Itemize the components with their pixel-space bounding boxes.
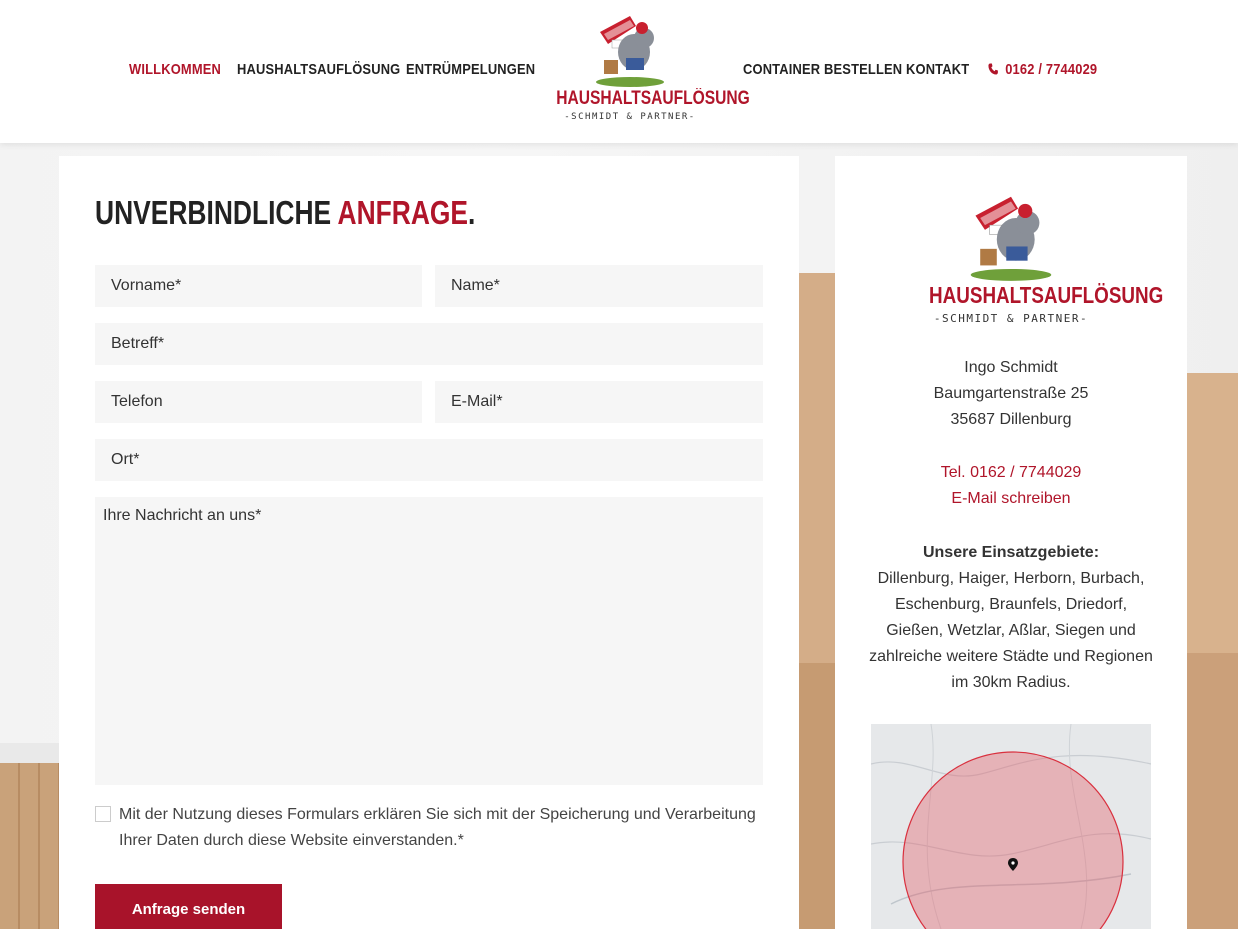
contact-city: 35687 Dillenburg	[950, 411, 1072, 428]
logo-title: HAUSHALTSAUFLÖSUNG	[929, 282, 1164, 308]
sidebar-logo	[911, 192, 1164, 325]
tel-link[interactable]: Tel. 0162 / 7744029	[940, 464, 1082, 481]
address-block	[835, 355, 1187, 433]
site-header	[0, 0, 1238, 143]
consent-checkbox[interactable]	[95, 806, 111, 822]
betreff-input[interactable]	[95, 323, 763, 365]
ort-input[interactable]	[95, 439, 763, 481]
contact-sidebar	[835, 156, 1187, 929]
service-area-map[interactable]	[871, 724, 1151, 929]
cardboard-box	[798, 663, 838, 929]
message-textarea[interactable]	[95, 497, 763, 785]
baseboard	[0, 743, 60, 765]
contact-links	[835, 460, 1187, 512]
email-link[interactable]: E-Mail schreiben	[951, 490, 1071, 507]
service-areas	[835, 540, 1187, 696]
logo-subtitle: -SCHMIDT & PARTNER-	[933, 312, 1089, 325]
contact-name: Ingo Schmidt	[964, 359, 1058, 376]
nav-haushaltsaufloesung[interactable]: HAUSHALTSAUFLÖSUNG	[237, 61, 401, 78]
nav-willkommen[interactable]: WILLKOMMEN	[129, 61, 222, 78]
email-input[interactable]	[435, 381, 763, 423]
form-heading: UNVERBINDLICHE ANFRAGE.	[95, 194, 476, 231]
name-input[interactable]	[435, 265, 763, 307]
map-graphic	[871, 724, 1151, 929]
nav-kontakt[interactable]: KONTAKT	[906, 61, 970, 78]
elephant-mascot-icon	[963, 192, 1059, 282]
nav-entruempelungen[interactable]: ENTRÜMPELUNGEN	[406, 61, 536, 78]
service-areas-heading: Unsere Einsatzgebiete:	[922, 544, 1100, 561]
telefon-input[interactable]	[95, 381, 422, 423]
phone-number: 0162 / 7744029	[1005, 61, 1098, 78]
phone-icon	[988, 63, 998, 75]
nav-container-bestellen[interactable]: CONTAINER BESTELLEN	[743, 61, 903, 78]
logo-title: HAUSHALTSAUFLÖSUNG	[556, 88, 750, 109]
elephant-mascot-icon	[590, 12, 670, 88]
consent-label: Mit der Nutzung dieses Formulars erklären Sie sich mit der Speicherung und Verarbeitung Ihrer Daten durch diese Website einverstanden.*	[119, 806, 756, 849]
cardboard-box	[1187, 653, 1238, 929]
header-logo[interactable]	[540, 12, 750, 122]
submit-button[interactable]: Anfrage senden	[95, 884, 282, 929]
wooden-floor	[0, 763, 60, 929]
inquiry-form-card	[59, 156, 799, 929]
service-areas-text: Dillenburg, Haiger, Herborn, Burbach, Eschenburg, Braunfels, Driedorf, Gießen, Wetzlar, Aßlar, Siegen und zahlreiche weitere Städte und Regionen im 30km Radius.	[869, 570, 1153, 691]
logo-subtitle: -SCHMIDT & PARTNER-	[564, 112, 696, 122]
nav-phone-link[interactable]	[988, 61, 1097, 78]
contact-street: Baumgartenstraße 25	[933, 385, 1089, 402]
vorname-input[interactable]	[95, 265, 422, 307]
